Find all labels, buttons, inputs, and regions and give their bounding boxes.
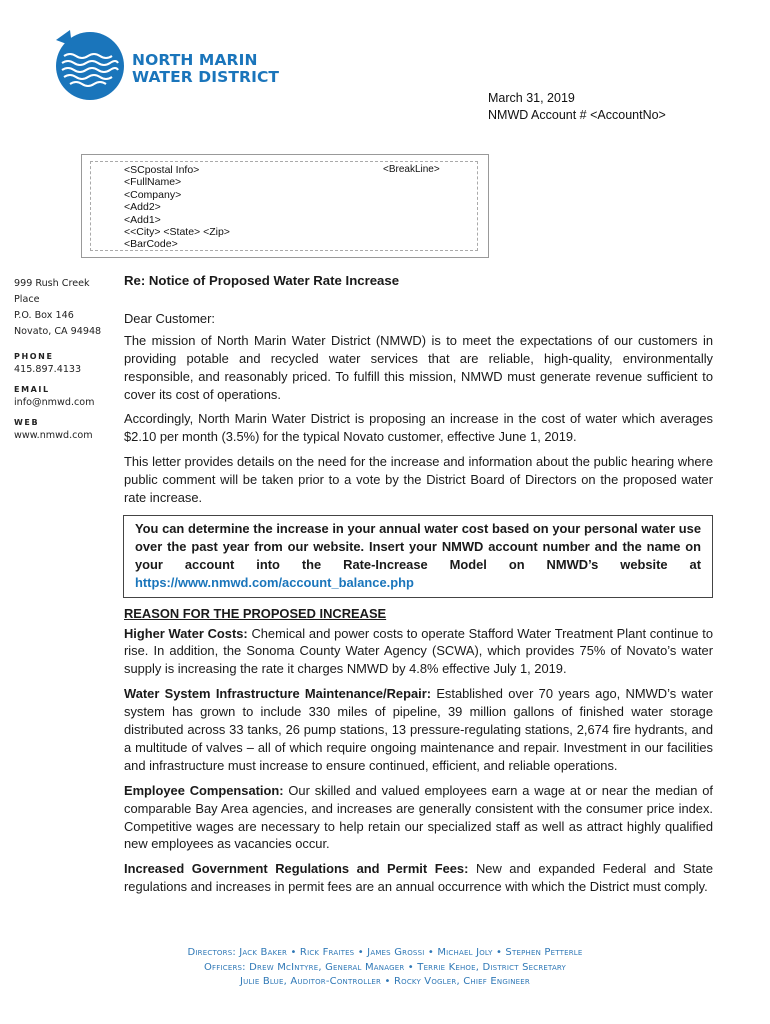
paragraph-mission: The mission of North Marin Water District (NMWD) is to meet the expectations of our customers in providing potable and recycled water services that are reliable, high-quality, environmentally responsible, and reasonably priced. To fulfill this mission, NMWD must generate revenue sufficient to cover its cost of operations. — [124, 332, 713, 402]
account-number: NMWD Account # <AccountNo> — [488, 108, 666, 122]
reason-text: Our skilled and valued employees earn a wage at or near the median of comparable Bay Area agencies, and increases are generally consistent with the consumer price index. Competitive wages are necessary to help retain our specialized staff as well as attract highly qualified new employees as vacancies occur. — [124, 782, 714, 852]
callout-text: You can determine the increase in your annual water cost based on your personal water use over the past year from our website. Insert your NMWD account number and the name on your account into the Rate-Increase Model on NMWD’s website at — [135, 520, 701, 572]
reason-lead: Higher Water Costs: — [124, 625, 248, 641]
reason-paragraph — [124, 782, 713, 854]
date-block — [488, 90, 666, 124]
letter-subject: Re: Notice of Proposed Water Rate Increase — [124, 273, 400, 288]
footer-directors: Directors: Jack Baker • Rick Fraites • James Grossi • Michael Joly • Stephen Petterle — [187, 947, 583, 958]
phone-number: 415.897.4133 — [14, 364, 82, 375]
reason-text: New and expanded Federal and State regulations and increases in permit fees are an annual occurrence with which the District must comply. — [124, 861, 713, 895]
footer-officers-2: Julie Blue, Auditor-Controller • Rocky Vogler, Chief Engineer — [240, 976, 530, 987]
reason-text: Chemical and power costs to operate Stafford Water Treatment Plant continue to rise. In addition, the Sonoma County Water Agency (SCWA), which provides 75% of Novato’s water supply is increasing the rate it charges NMWD by 4.8% effective July 1, 2019. — [124, 625, 713, 677]
po-box: P.O. Box 146 — [14, 310, 74, 321]
reason-paragraph — [124, 685, 713, 775]
street-address: 999 Rush Creek Place — [14, 278, 90, 305]
breakline-placeholder: <BreakLine> — [383, 164, 440, 175]
email-address[interactable]: info@nmwd.com — [14, 397, 95, 408]
address-line: <BarCode> — [124, 238, 178, 251]
section-heading: REASON FOR THE PROPOSED INCREASE — [124, 605, 387, 621]
phone-label: PHONE — [14, 352, 54, 361]
city-state-zip: Novato, CA 94948 — [14, 326, 102, 337]
reason-text: Established over 70 years ago, NMWD’s water system has grown to include 330 miles of pipeline, 39 million gallons of finished water storage distributed across 33 tanks, 26 pump stations, 13 pressure-regulating stations, 2,674 fire hydrants, and a multitude of valves – all of which require ongoing maintenance and repair. Investment in our facilities and infrastructure must increase to ensure continued, efficient, and reliable operations. — [124, 686, 713, 773]
mailing-address — [124, 164, 230, 251]
paragraph-details: This letter provides details on the need for the increase and information about the public hearing where public comment will be taken prior to a vote by the District Board of Directors on the proposed water rate increase. — [124, 454, 713, 506]
letter-date: March 31, 2019 — [488, 91, 575, 105]
website-link[interactable]: www.nmwd.com — [14, 430, 93, 441]
water-drop-arrow-icon — [50, 26, 130, 106]
web-label: WEB — [14, 418, 40, 427]
address-line: <Add2> — [124, 201, 161, 214]
letterhead-footer — [0, 946, 770, 990]
reason-paragraph — [124, 860, 713, 896]
logo-line-2: WATER DISTRICT — [132, 68, 280, 86]
contact-sidebar — [14, 276, 114, 443]
email-label: EMAIL — [14, 385, 50, 394]
footer-officers: Officers: Drew McIntyre, General Manager • Terrie Kehoe, District Secretary — [203, 961, 567, 973]
address-line: <Add1> — [124, 213, 161, 226]
account-balance-link[interactable]: https://www.nmwd.com/account_balance.php — [135, 574, 414, 590]
reason-lead: Employee Compensation: — [124, 782, 284, 798]
letter-body — [124, 272, 713, 903]
address-line: <Company> — [124, 188, 182, 201]
logo-line-1: NORTH MARIN — [132, 51, 258, 69]
salutation: Dear Customer: — [124, 310, 215, 326]
address-line: <FullName> — [124, 176, 182, 189]
reason-paragraph — [124, 625, 713, 679]
reason-lead: Increased Government Regulations and Permit Fees: — [124, 861, 469, 877]
address-line: <<City> <State> <Zip> — [124, 226, 230, 239]
rate-calculator-callout — [123, 515, 713, 598]
address-line: <SCpostal Info> — [124, 164, 200, 176]
reason-lead: Water System Infrastructure Maintenance/Repair: — [124, 686, 432, 702]
paragraph-proposal: Accordingly, North Marin Water District is proposing an increase in the cost of water which averages $2.10 per month (3.5%) for the typical Novato customer, effective June 1, 2019. — [124, 411, 713, 445]
logo-wordmark — [132, 52, 279, 86]
